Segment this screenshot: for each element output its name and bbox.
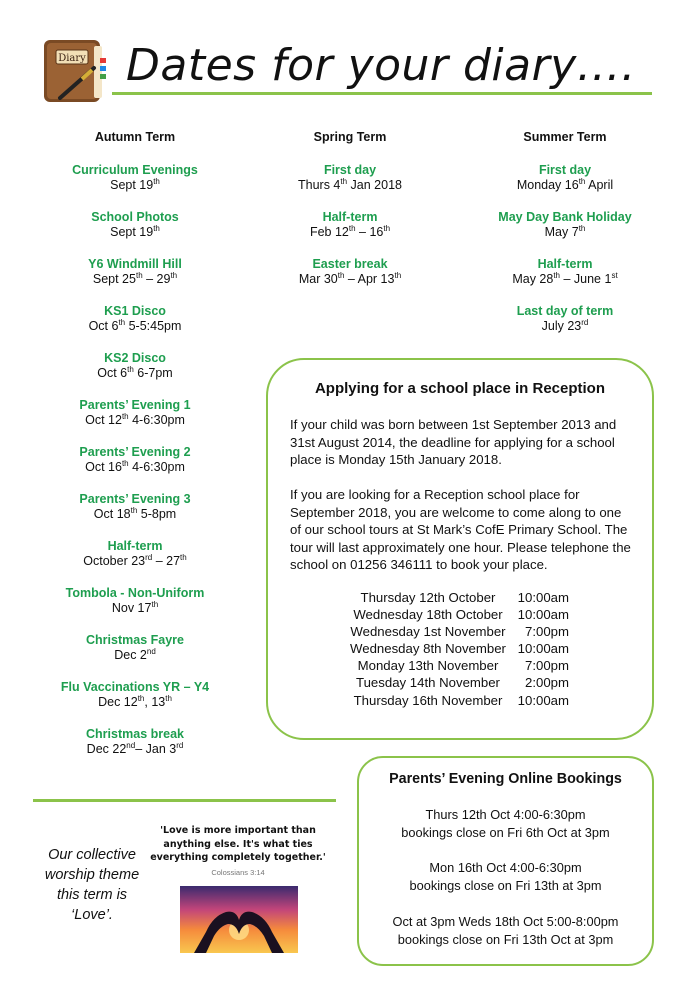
date-text: Nov 17 xyxy=(111,601,152,615)
date-suffix: th xyxy=(170,270,178,280)
tour-row xyxy=(345,623,569,640)
tour-time: 7:00pm xyxy=(525,624,569,640)
event-date xyxy=(60,366,210,382)
event-item xyxy=(60,351,210,382)
date-suffix: nd xyxy=(146,646,156,656)
tour-row xyxy=(345,657,569,674)
spring-term-column xyxy=(275,130,425,304)
date-suffix: th xyxy=(118,317,126,327)
date-text: Dec 12 xyxy=(98,695,138,709)
event-title: KS2 Disco xyxy=(104,350,166,365)
event-item xyxy=(275,257,425,288)
event-title: Tombola - Non-Uniform xyxy=(65,585,205,600)
booking-item xyxy=(357,859,654,895)
date-text: Dec 22 xyxy=(86,742,127,756)
event-item xyxy=(60,398,210,429)
date-suffix: rd xyxy=(145,552,153,562)
event-item xyxy=(490,210,640,241)
date-suffix: th xyxy=(121,458,129,468)
event-date xyxy=(275,225,425,241)
event-title: First day xyxy=(323,162,377,177)
date-text: Feb 12 xyxy=(309,225,349,239)
event-item xyxy=(275,163,425,194)
date-text: Dec 2 xyxy=(114,648,147,662)
date-text: Oct 6 xyxy=(97,366,128,380)
reception-tours-text: If you are looking for a Reception school place for September 2018, you are welcome to come along to one of our school tours at St Mark’s CofE Primary School. The tour will last approximately one hour. Please telephone the school on 01256 346111 to book your place. xyxy=(290,487,631,572)
event-item xyxy=(60,586,210,617)
date-text: Mar 30 xyxy=(298,272,338,286)
date-suffix: th xyxy=(135,270,143,280)
autumn-events xyxy=(60,163,210,758)
event-title: First day xyxy=(538,162,592,177)
date-text: 4-6:30pm xyxy=(128,413,185,427)
summer-events xyxy=(490,163,640,335)
spring-events xyxy=(275,163,425,288)
date-text: Jan 2018 xyxy=(347,178,402,192)
reception-deadline-text: If your child was born between 1st September 2013 and 31st August 2014, the deadline for applying for a school place is Monday 15th January 2018. xyxy=(290,417,617,467)
tour-row xyxy=(345,674,569,691)
date-suffix: th xyxy=(383,223,391,233)
date-suffix: th xyxy=(121,411,129,421)
date-suffix: th xyxy=(394,270,402,280)
date-text: 4-6:30pm xyxy=(128,460,185,474)
tour-row xyxy=(345,606,569,623)
event-title: Half-term xyxy=(537,256,593,271)
event-item xyxy=(60,727,210,758)
section-divider xyxy=(33,799,336,802)
heart-hands-sunset-image xyxy=(180,886,298,953)
date-text: Oct 16 xyxy=(85,460,122,474)
booking-session: Thurs 12th Oct 4:00-6:30pm xyxy=(425,807,586,822)
date-text: 6-7pm xyxy=(133,366,173,380)
event-title: Easter break xyxy=(312,256,388,271)
tour-time: 10:00am xyxy=(517,590,569,605)
tour-time: 10:00am xyxy=(517,641,569,657)
booking-item xyxy=(357,913,654,949)
event-item xyxy=(60,210,210,241)
diary-book-icon xyxy=(42,38,106,106)
event-title: Curriculum Evenings xyxy=(72,162,198,177)
date-suffix: th xyxy=(151,599,159,609)
tour-time: 10:00am xyxy=(517,607,569,623)
booking-session: Mon 16th Oct 4:00-6:30pm xyxy=(429,860,582,876)
date-text: Oct 6 xyxy=(88,319,119,333)
date-suffix: th xyxy=(578,176,586,186)
booking-item xyxy=(357,806,654,842)
tour-row xyxy=(345,640,569,657)
event-date xyxy=(60,319,210,335)
event-title: Christmas Fayre xyxy=(86,632,184,647)
diary-icon-label: Diary xyxy=(58,53,86,64)
event-date xyxy=(60,272,210,288)
event-item xyxy=(60,163,210,194)
date-text: July 23 xyxy=(541,319,582,333)
event-item xyxy=(60,680,210,711)
event-title: Y6 Windmill Hill xyxy=(88,256,182,271)
date-text: Sept 25 xyxy=(92,272,136,286)
event-date xyxy=(60,507,210,523)
tour-row xyxy=(345,589,569,606)
tour-date: Wednesday 18th October xyxy=(353,607,503,623)
tour-date: Thursday 12th October xyxy=(360,590,496,605)
event-item xyxy=(60,633,210,664)
date-text: October 23 xyxy=(83,554,146,568)
spring-term-heading: Spring Term xyxy=(313,130,387,144)
autumn-term-column xyxy=(60,130,210,774)
date-suffix: th xyxy=(130,505,138,515)
event-item xyxy=(60,539,210,570)
event-date xyxy=(275,178,425,194)
date-text: Thurs 4 xyxy=(298,178,341,192)
date-suffix: th xyxy=(553,270,560,280)
booking-deadline: bookings close on Fri 13th Oct at 3pm xyxy=(397,931,614,947)
autumn-term-heading: Autumn Term xyxy=(94,130,176,144)
date-suffix: th xyxy=(340,176,348,186)
date-text: April xyxy=(585,178,614,192)
date-suffix: nd xyxy=(126,740,136,750)
booking-session: Oct at 3pm Weds 18th Oct 5:00-8:00pm xyxy=(392,913,619,929)
date-text: May 7 xyxy=(544,225,579,239)
date-text: Sept 19 xyxy=(110,178,154,192)
event-title: May Day Bank Holiday xyxy=(498,209,632,224)
date-text: Oct 12 xyxy=(85,413,122,427)
date-text: Monday 16 xyxy=(516,178,579,192)
date-text: Sept 19 xyxy=(110,225,154,239)
date-text: 5-8pm xyxy=(137,507,177,521)
event-item xyxy=(275,210,425,241)
booking-deadline: bookings close on Fri 6th Oct at 3pm xyxy=(401,824,610,840)
event-item xyxy=(490,163,640,194)
event-date xyxy=(490,272,640,288)
school-tours-table xyxy=(345,589,569,709)
date-text: 5-5:45pm xyxy=(125,319,182,333)
event-title: Last day of term xyxy=(516,303,614,318)
date-text: – Jan 3 xyxy=(135,742,177,756)
date-suffix: th xyxy=(348,223,356,233)
event-date xyxy=(60,225,210,241)
date-text: – 29 xyxy=(142,272,171,286)
love-quote: 'Love is more important than anything else. It's what ties everything completely together.' xyxy=(150,825,326,863)
event-title: Parents’ Evening 3 xyxy=(79,491,191,506)
event-item xyxy=(490,304,640,335)
title-divider xyxy=(112,92,652,95)
event-title: Half-term xyxy=(107,538,163,553)
parents-evening-title: Parents’ Evening Online Bookings xyxy=(389,771,622,787)
tour-date: Tuesday 14th November xyxy=(356,675,500,691)
date-suffix: th xyxy=(165,693,172,703)
event-item xyxy=(60,445,210,476)
event-date xyxy=(60,648,210,664)
date-text: , 13 xyxy=(144,695,166,709)
event-title: Parents’ Evening 2 xyxy=(79,444,191,459)
tour-time: 7:00pm xyxy=(525,658,569,674)
date-suffix: th xyxy=(578,223,586,233)
date-suffix: th xyxy=(180,552,187,562)
event-title: School Photos xyxy=(91,209,179,224)
date-text: – June 1 xyxy=(560,272,612,286)
event-date xyxy=(490,178,640,194)
tour-row xyxy=(345,692,569,709)
date-text: May 28 xyxy=(512,272,554,286)
date-suffix: th xyxy=(153,223,160,233)
parents-evening-bookings xyxy=(357,806,654,966)
event-date xyxy=(490,225,640,241)
date-suffix: th xyxy=(153,176,160,186)
date-suffix: rd xyxy=(581,317,589,327)
tour-time: 10:00am xyxy=(517,692,569,708)
date-suffix: th xyxy=(137,693,145,703)
quote-reference: Colossians 3:14 xyxy=(211,868,265,877)
tour-date: Thursday 16th November xyxy=(353,692,503,708)
event-title: Parents’ Evening 1 xyxy=(79,397,191,412)
tour-date: Monday 13th November xyxy=(357,658,499,674)
date-suffix: th xyxy=(127,364,134,374)
event-title: KS1 Disco xyxy=(104,303,166,318)
event-date xyxy=(60,695,210,711)
event-item xyxy=(490,257,640,288)
event-item xyxy=(60,257,210,288)
event-date xyxy=(60,413,210,429)
date-suffix: rd xyxy=(176,740,184,750)
event-date xyxy=(60,742,210,758)
summer-term-heading: Summer Term xyxy=(523,130,607,144)
summer-term-column xyxy=(490,130,640,351)
worship-theme-text: Our collective worship theme this term is ‘Love’. xyxy=(44,847,140,923)
date-suffix: th xyxy=(337,270,345,280)
event-title: Half-term xyxy=(322,209,378,224)
date-suffix: st xyxy=(611,270,618,280)
tour-date: Wednesday 8th November xyxy=(350,641,506,657)
event-date xyxy=(60,601,210,617)
event-date xyxy=(275,272,425,288)
date-text: – Apr 13 xyxy=(344,272,395,286)
event-date xyxy=(60,460,210,476)
date-text: – 16 xyxy=(355,225,384,239)
event-date xyxy=(60,178,210,194)
booking-deadline: bookings close on Fri 13th at 3pm xyxy=(409,878,602,894)
reception-title: Applying for a school place in Reception xyxy=(314,380,606,397)
event-date xyxy=(490,319,640,335)
tour-time: 2:00pm xyxy=(525,675,569,691)
event-item xyxy=(60,492,210,523)
event-title: Flu Vaccinations YR – Y4 xyxy=(60,679,210,694)
page-title: Dates for your diary…. xyxy=(126,40,636,91)
date-text: Oct 18 xyxy=(93,507,131,521)
event-item xyxy=(60,304,210,335)
date-text: – 27 xyxy=(152,554,181,568)
event-title: Christmas break xyxy=(86,726,184,741)
tour-date: Wednesday 1st November xyxy=(350,624,506,640)
event-date xyxy=(60,554,210,570)
